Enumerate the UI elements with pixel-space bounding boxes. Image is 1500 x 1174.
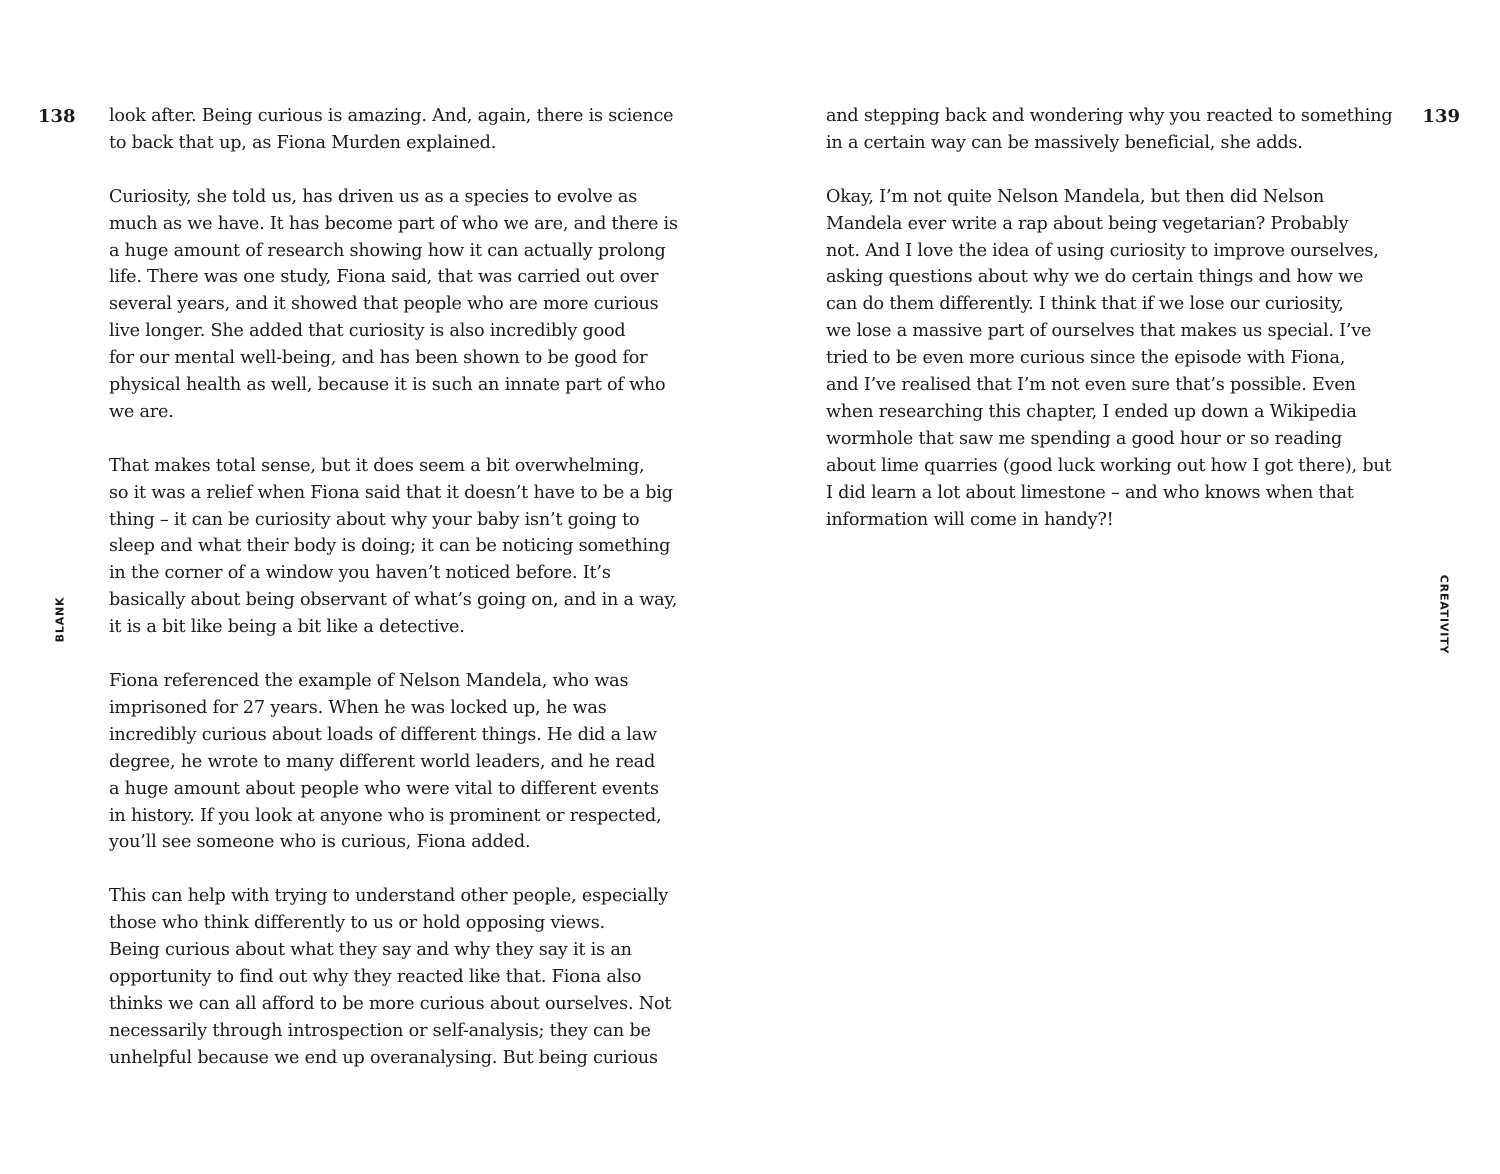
page-number-right: 139 xyxy=(1422,106,1460,127)
text-line: in history. If you look at anyone who is prominent or respected, xyxy=(109,805,662,826)
paragraph xyxy=(109,668,684,856)
text-line: to back that up, as Fiona Murden explained. xyxy=(109,132,497,153)
paragraph xyxy=(826,184,1406,534)
text-line: live longer. She added that curiosity is also incredibly good xyxy=(109,321,626,342)
text-line: for our mental well-being, and has been shown to be good for xyxy=(109,348,648,369)
text-line: incredibly curious about loads of different things. He did a law xyxy=(109,724,657,745)
text-line: tried to be even more curious since the episode with Fiona, xyxy=(826,348,1346,369)
paragraph xyxy=(109,103,684,157)
text-line: it is a bit like being a bit like a detective. xyxy=(109,617,465,638)
text-line: Fiona referenced the example of Nelson Mandela, who was xyxy=(109,670,629,691)
text-line: you’ll see someone who is curious, Fiona added. xyxy=(109,832,531,853)
text-line: degree, he wrote to many different world leaders, and he read xyxy=(109,751,656,772)
text-line: life. There was one study, Fiona said, that was carried out over xyxy=(109,267,659,288)
paragraph xyxy=(109,883,684,1071)
right-page-body xyxy=(826,103,1406,560)
text-line: look after. Being curious is amazing. And, again, there is science xyxy=(109,106,674,126)
text-line: That makes total sense, but it does seem a bit overwhelming, xyxy=(109,455,645,476)
running-head-left: BLANK xyxy=(53,596,67,643)
running-head-right: CREATIVITY xyxy=(1437,574,1451,655)
text-line: Curiosity, she told us, has driven us as a species to evolve as xyxy=(109,186,638,207)
text-line: and I’ve realised that I’m not even sure that’s possible. Even xyxy=(826,375,1356,396)
text-line: when researching this chapter, I ended up down a Wikipedia xyxy=(826,401,1357,422)
text-line: not. And I love the idea of using curiosity to improve ourselves, xyxy=(826,240,1379,261)
text-line: sleep and what their body is doing; it can be noticing something xyxy=(109,536,671,557)
text-line: This can help with trying to understand other people, especially xyxy=(109,886,669,907)
text-line: about lime quarries (good luck working out how I got there), but xyxy=(826,455,1392,476)
text-line: Okay, I’m not quite Nelson Mandela, but then did Nelson xyxy=(826,186,1324,207)
left-page-body xyxy=(109,103,684,1098)
text-line: information will come in handy?! xyxy=(826,509,1114,530)
text-line: Mandela ever write a rap about being vegetarian? Probably xyxy=(826,213,1349,234)
text-line: in a certain way can be massively beneficial, she adds. xyxy=(826,132,1303,153)
paragraph xyxy=(109,453,684,641)
text-line: those who think differently to us or hold opposing views. xyxy=(109,913,605,934)
text-line: we are. xyxy=(109,401,174,422)
text-line: thinks we can all afford to be more curious about ourselves. Not xyxy=(109,993,672,1014)
paragraph xyxy=(109,184,684,426)
text-line: much as we have. It has become part of who we are, and there is xyxy=(109,213,678,234)
text-line: we lose a massive part of ourselves that makes us special. I’ve xyxy=(826,321,1372,342)
text-line: unhelpful because we end up overanalysing. But being curious xyxy=(109,1047,658,1068)
paragraph xyxy=(826,103,1406,157)
text-line: physical health as well, because it is such an innate part of who xyxy=(109,375,666,396)
text-line: Being curious about what they say and why they say it is an xyxy=(109,940,632,961)
page-number-left: 138 xyxy=(38,106,76,127)
text-line: in the corner of a window you haven’t noticed before. It’s xyxy=(109,563,611,584)
text-line: thing – it can be curiosity about why your baby isn’t going to xyxy=(109,509,640,530)
text-line: and stepping back and wondering why you reacted to something xyxy=(826,106,1393,126)
text-line: basically about being observant of what’s going on, and in a way, xyxy=(109,590,678,611)
text-line: I did learn a lot about limestone – and who knows when that xyxy=(826,482,1354,503)
text-line: so it was a relief when Fiona said that it doesn’t have to be a big xyxy=(109,482,673,503)
text-line: several years, and it showed that people who are more curious xyxy=(109,294,659,315)
text-line: can do them differently. I think that if we lose our curiosity, xyxy=(826,294,1344,315)
text-line: a huge amount about people who were vital to different events xyxy=(109,778,659,799)
text-line: necessarily through introspection or self-analysis; they can be xyxy=(109,1020,651,1041)
text-line: opportunity to find out why they reacted like that. Fiona also xyxy=(109,966,642,987)
text-line: imprisoned for 27 years. When he was locked up, he was xyxy=(109,697,607,718)
text-line: wormhole that saw me spending a good hour or so reading xyxy=(826,428,1343,449)
text-line: a huge amount of research showing how it can actually prolong xyxy=(109,240,666,261)
text-line: asking questions about why we do certain things and how we xyxy=(826,267,1364,288)
